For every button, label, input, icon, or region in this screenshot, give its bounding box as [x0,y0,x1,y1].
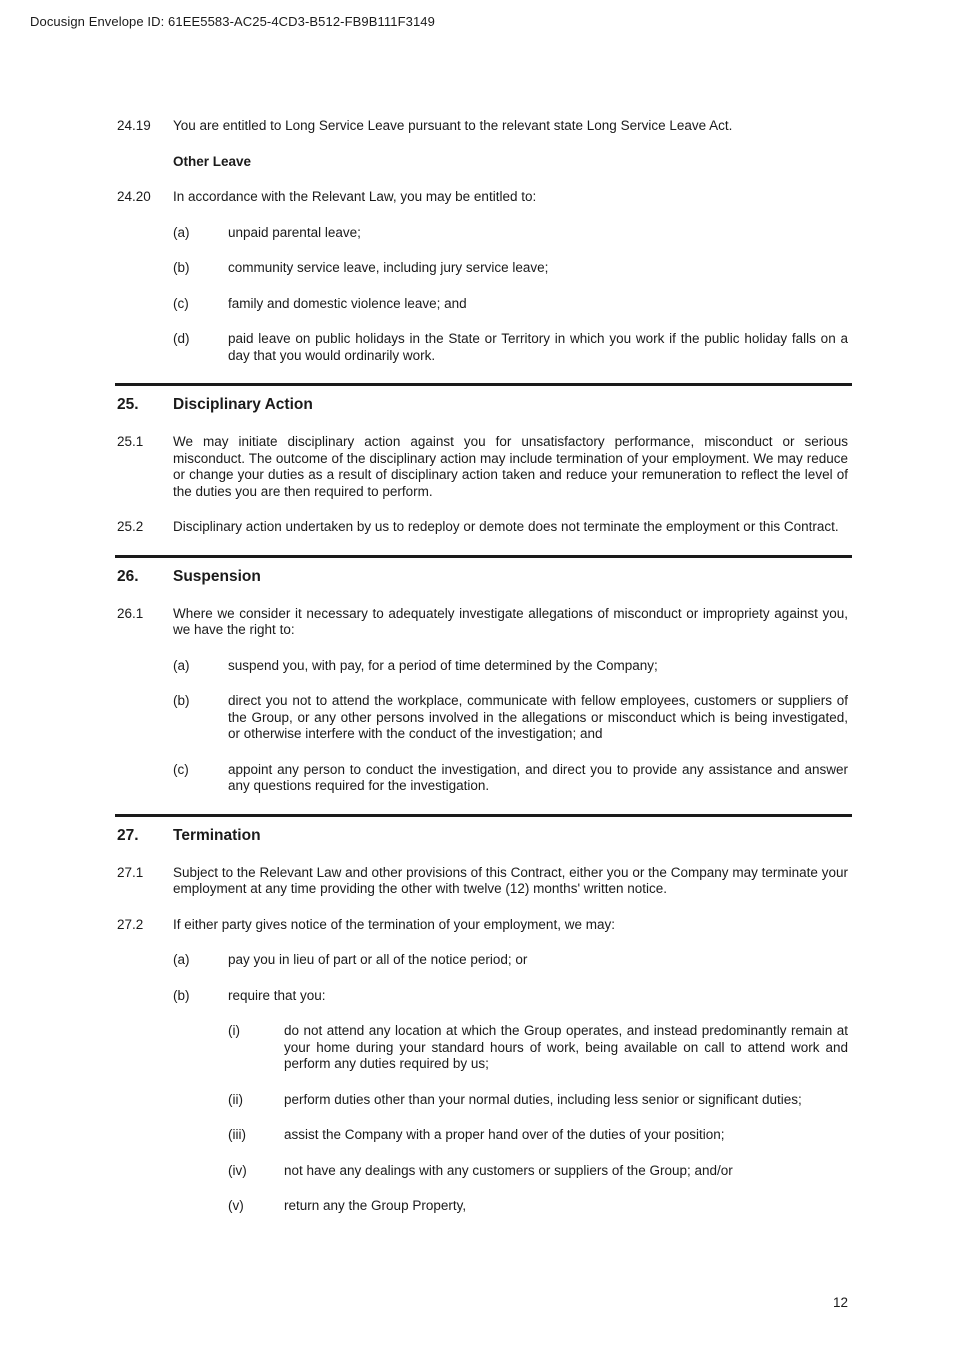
section-title: Suspension [173,567,261,585]
clause-text: If either party gives notice of the termination of your employment, we may: [173,916,615,932]
clause-26-1 [117,606,848,639]
list-item-24-20-a [173,225,848,242]
sub-list-item-27-2-b-ii [228,1092,848,1109]
list-marker: (a) [173,224,190,240]
list-item-27-2-a [173,952,848,969]
list-marker: (d) [173,331,190,346]
clause-24-19 [117,118,848,135]
page-number: 12 [832,1295,848,1310]
list-marker: (iii) [228,1127,246,1142]
section-number: 26. [117,567,139,585]
section-number: 27. [117,826,139,844]
other-leave-subheading: Other Leave [173,153,252,169]
clause-number: 27.1 [117,864,144,880]
list-item-text: pay you in lieu of part or all of the notice period; or [228,952,528,967]
list-item-text: not have any dealings with any customers or suppliers of the Group; and/or [284,1162,733,1178]
section-title: Disciplinary Action [173,396,313,413]
clause-27-1 [117,865,848,898]
clause-text: In accordance with the Relevant Law, you may be entitled to: [173,189,537,204]
section-divider [115,383,852,386]
section-heading-termination [117,827,848,845]
list-item-26-1-a [173,658,848,675]
sub-list-item-27-2-b-i [228,1023,848,1073]
list-item-27-2-b [173,988,848,1005]
list-item-text: suspend you, with pay, for a period of time determined by the Company; [228,657,658,673]
sub-list-item-27-2-b-v [228,1198,848,1215]
list-marker: (iv) [228,1162,247,1178]
clause-text: Where we consider it necessary to adequately investigate allegations of misconduct or impropriety against you, we have the right to: [173,605,848,637]
clause-number: 25.2 [117,519,144,534]
list-marker: (v) [228,1198,244,1213]
list-marker: (b) [173,987,190,1003]
list-item-text: require that you: [228,987,326,1003]
list-item-text: family and domestic violence leave; and [228,295,467,311]
list-marker: (b) [173,260,190,275]
section-heading-disciplinary-action [117,396,848,414]
list-item-text: perform duties other than your normal duties, including less senior or significant duties; [284,1091,802,1107]
section-number: 25. [117,396,139,413]
list-marker: (c) [173,295,189,311]
clause-number: 24.20 [117,189,151,204]
clause-text: Disciplinary action undertaken by us to redeploy or demote does not terminate the employment or this Contract. [173,519,839,534]
clause-27-2 [117,917,848,934]
list-item-text: unpaid parental leave; [228,224,361,240]
docusign-envelope-id: Docusign Envelope ID: 61EE5583-AC25-4CD3-B512-FB9B111F3149 [30,14,435,29]
section-heading-suspension [117,568,848,586]
list-item-text: assist the Company with a proper hand over of the duties of your position; [284,1127,725,1142]
sub-list-item-27-2-b-iv [228,1163,848,1180]
document-body [117,118,848,1234]
clause-number: 26.1 [117,605,144,621]
clause-25-1 [117,434,848,500]
section-divider [115,814,852,817]
list-item-24-20-d [173,331,848,364]
list-marker: (a) [173,657,190,673]
list-item-text: return any the Group Property, [284,1198,467,1213]
list-item-text: do not attend any location at which the Group operates, and instead predominantly remain at your home during your standard hours of work, being available on call to attend work and perform any duties required by us; [284,1023,848,1071]
clause-text: Subject to the Relevant Law and other provisions of this Contract, either you or the Company may terminate your employment at any time providing the other with twelve (12) months' written notice. [173,864,848,896]
clause-number: 24.19 [117,118,151,133]
list-item-text: appoint any person to conduct the investigation, and direct you to provide any assistance and answer any questions required for the investigation. [228,761,848,793]
clause-text: We may initiate disciplinary action against you for unsatisfactory performance, misconduct or serious misconduct. The outcome of the disciplinary action may include termination of your employment. We may reduce or change your duties as a result of disciplinary action taken and reduce your remuneration to reflect the level of the duties you are then required to perform. [173,434,848,499]
sub-list-item-27-2-b-iii [228,1127,848,1144]
list-item-text: community service leave, including jury service leave; [228,260,549,275]
list-item-24-20-b [173,260,848,277]
clause-number: 25.1 [117,434,144,449]
list-item-26-1-b [173,693,848,743]
clause-text: You are entitled to Long Service Leave pursuant to the relevant state Long Service Leave Act. [173,118,733,133]
list-marker: (c) [173,761,189,777]
clause-number: 27.2 [117,916,144,932]
section-title: Termination [173,826,261,844]
clause-24-20 [117,189,848,206]
list-marker: (b) [173,693,190,708]
list-item-text: paid leave on public holidays in the State or Territory in which you work if the public holiday falls on a day that you would ordinarily work. [228,331,848,363]
list-item-text: direct you not to attend the workplace, communicate with fellow employees, customers or suppliers of the Group, or any other persons involved in the allegations or misconduct which is being investigated, or otherwise interfere with the conduct of the investigation; and [228,693,848,741]
list-item-26-1-c [173,762,848,795]
list-marker: (ii) [228,1091,243,1107]
list-item-24-20-c [173,296,848,313]
clause-25-2 [117,519,848,536]
list-marker: (i) [228,1023,240,1038]
list-marker: (a) [173,952,190,967]
section-divider [115,555,852,558]
